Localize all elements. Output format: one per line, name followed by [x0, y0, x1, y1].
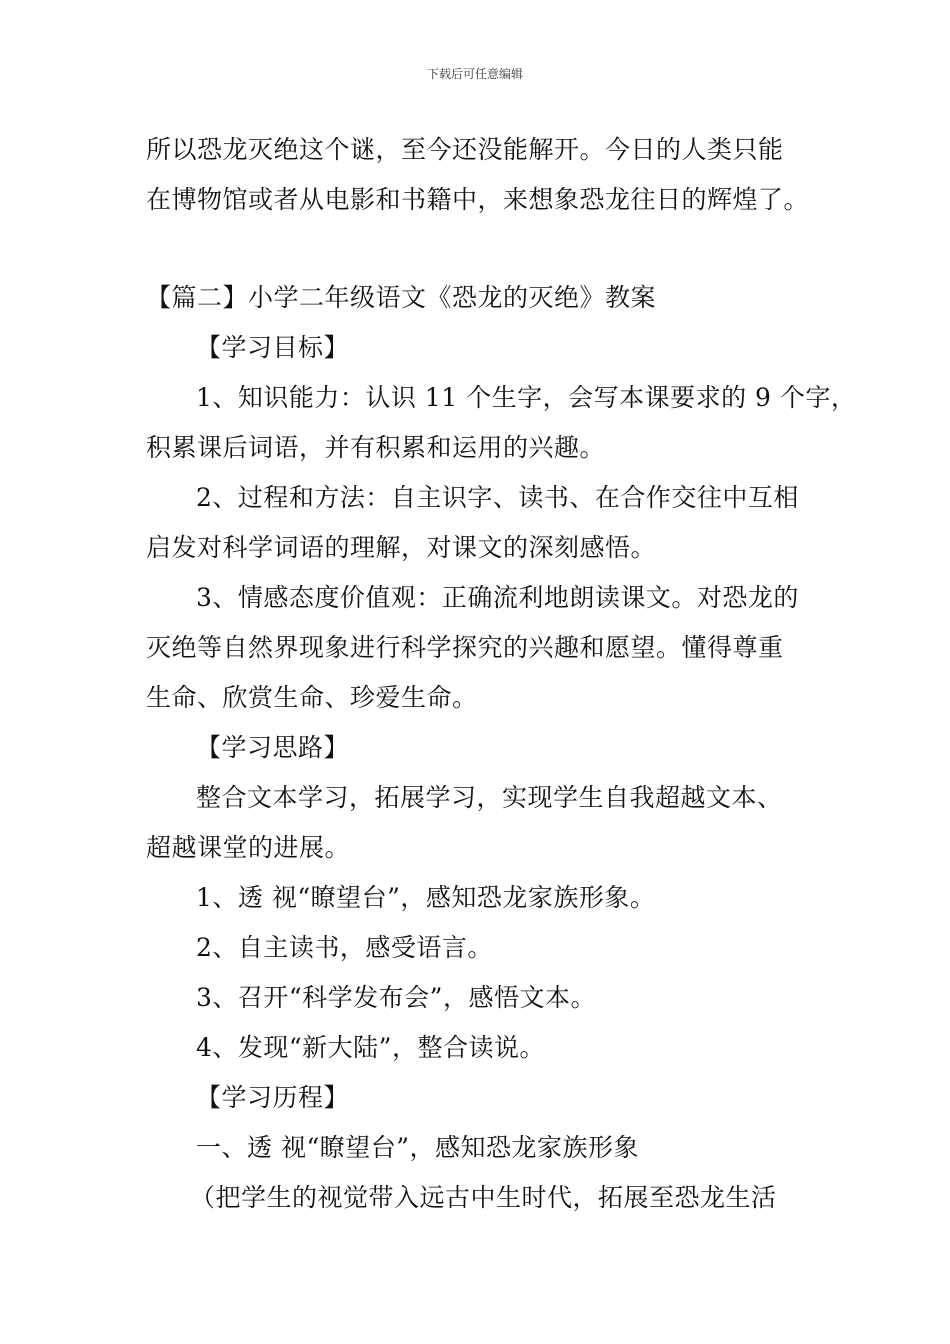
section-heading-process: 【学习历程】 — [196, 1083, 350, 1112]
body-line: 超越课堂的进展。 — [146, 833, 351, 862]
body-line: 1、知识能力：认识 11 个生字，会写本课要求的 9 个字， — [196, 383, 857, 412]
body-line: 一、透 视“瞭望台”，感知恐龙家族形象 — [196, 1133, 640, 1162]
section-heading-approach: 【学习思路】 — [196, 733, 350, 762]
body-line: 生命、欣赏生命、珍爱生命。 — [146, 683, 478, 712]
body-line: 灭绝等自然界现象进行科学探究的兴趣和愿望。懂得尊重 — [146, 633, 784, 662]
list-item: 1、透 视“瞭望台”，感知恐龙家族形象。 — [196, 883, 656, 912]
body-line: 整合文本学习，拓展学习，实现学生自我超越文本、 — [196, 783, 783, 812]
section-title: 【篇二】小学二年级语文《恐龙的灭绝》教案 — [146, 283, 657, 312]
page-header-note: 下载后可任意编辑 — [426, 67, 523, 81]
list-item: 4、发现“新大陆”，整合读说。 — [196, 1033, 545, 1062]
body-line: （把学生的视觉带入远古中生时代，拓展至恐龙生活 — [190, 1183, 777, 1212]
body-line: 3、情感态度价值观：正确流利地朗读课文。对恐龙的 — [196, 583, 799, 612]
list-item: 2、自主读书，感受语言。 — [196, 933, 493, 962]
list-item: 3、召开“科学发布会”，感悟文本。 — [196, 983, 596, 1012]
body-line: 2、过程和方法：自主识字、读书、在合作交往中互相 — [196, 483, 799, 512]
section-heading-goals: 【学习目标】 — [196, 333, 350, 362]
body-line: 积累课后词语，并有积累和运用的兴趣。 — [146, 433, 606, 462]
body-line: 所以恐龙灭绝这个谜，至今还没能解开。今日的人类只能 — [146, 135, 784, 164]
body-line: 启发对科学词语的理解，对课文的深刻感悟。 — [146, 533, 657, 562]
body-line: 在博物馆或者从电影和书籍中，来想象恐龙往日的辉煌了。 — [146, 185, 810, 214]
